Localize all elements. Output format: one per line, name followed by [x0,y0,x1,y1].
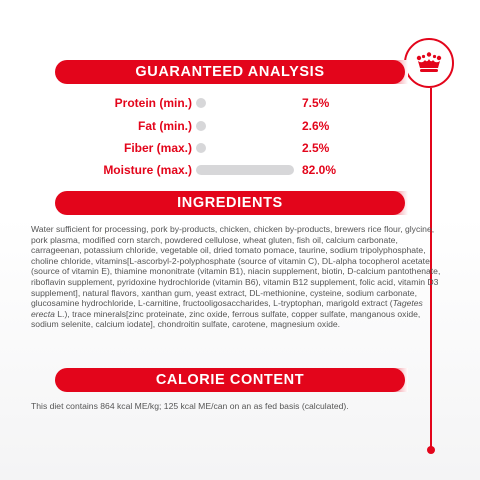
brand-badge [404,38,454,88]
analysis-bar [196,121,206,131]
analysis-bar [196,143,206,153]
analysis-value: 82.0% [302,163,337,177]
calorie-content-title: CALORIE CONTENT [155,372,305,388]
decorative-line-end-dot [427,446,435,454]
calorie-content-header [55,368,405,392]
analysis-bar [196,165,294,175]
calorie-content-text: This diet contains 864 kcal ME/kg; 125 kcal ME/can on an as fed basis (calculated). [31,401,349,411]
analysis-bar [196,98,206,108]
guaranteed-analysis-header [55,60,405,84]
analysis-row-fat [0,117,329,135]
ingredients-text: Water sufficient for processing, pork by-products, chicken, chicken by-products, brewers rice flour, glycine, pork plasma, modified corn starch, powdered cellulose, wheat gluten, fish oil, calcium carbonate, carrageenan, potassium chloride, vegetable oil, dried tomato pomace, taurine, sodium tripolyphosphate, choline chloride, vitamins[L-ascorbyl-2-polyphosphate (source of vitamin C), DL-alpha tocopherol acetate (source of vitamin E), thiamine mononitrate (vitamin B1), niacin supplement, biotin, D-calcium pantothenate, riboflavin supplement, pyridoxine hydrochloride (vitamin B6), vitamin B12 supplement, folic acid, vitamin D3 supplement], natural flavors, xanthan gum, yeast extract, DL-methionine, cysteine, sodium carbonate, glucosamine hydrochloride, L-carnitine, fructooligosaccharides, L-tryptophan, marigold extract (Tagetes erecta L.), trace minerals[zinc proteinate, zinc oxide, ferrous sulfate, copper sulfate, manganous oxide, sodium selenite, calcium iodate], chondroitin sulfate, carotene, magnesium oxide. [31,224,441,330]
analysis-label: Fat (min.) [138,119,192,133]
analysis-value: 2.6% [302,119,330,133]
analysis-label: Protein (min.) [114,96,192,110]
analysis-row-moisture [0,161,336,179]
analysis-row-fiber [0,139,329,157]
analysis-row-protein [0,94,329,112]
ingredients-title: INGREDIENTS [177,195,283,211]
guaranteed-analysis-title: GUARANTEED ANALYSIS [135,64,325,80]
ingredients-header [55,191,405,215]
analysis-value: 7.5% [302,96,330,110]
analysis-value: 2.5% [302,141,330,155]
analysis-label: Fiber (max.) [123,141,192,155]
crown-icon [414,51,444,75]
analysis-label: Moisture (max.) [103,163,192,177]
